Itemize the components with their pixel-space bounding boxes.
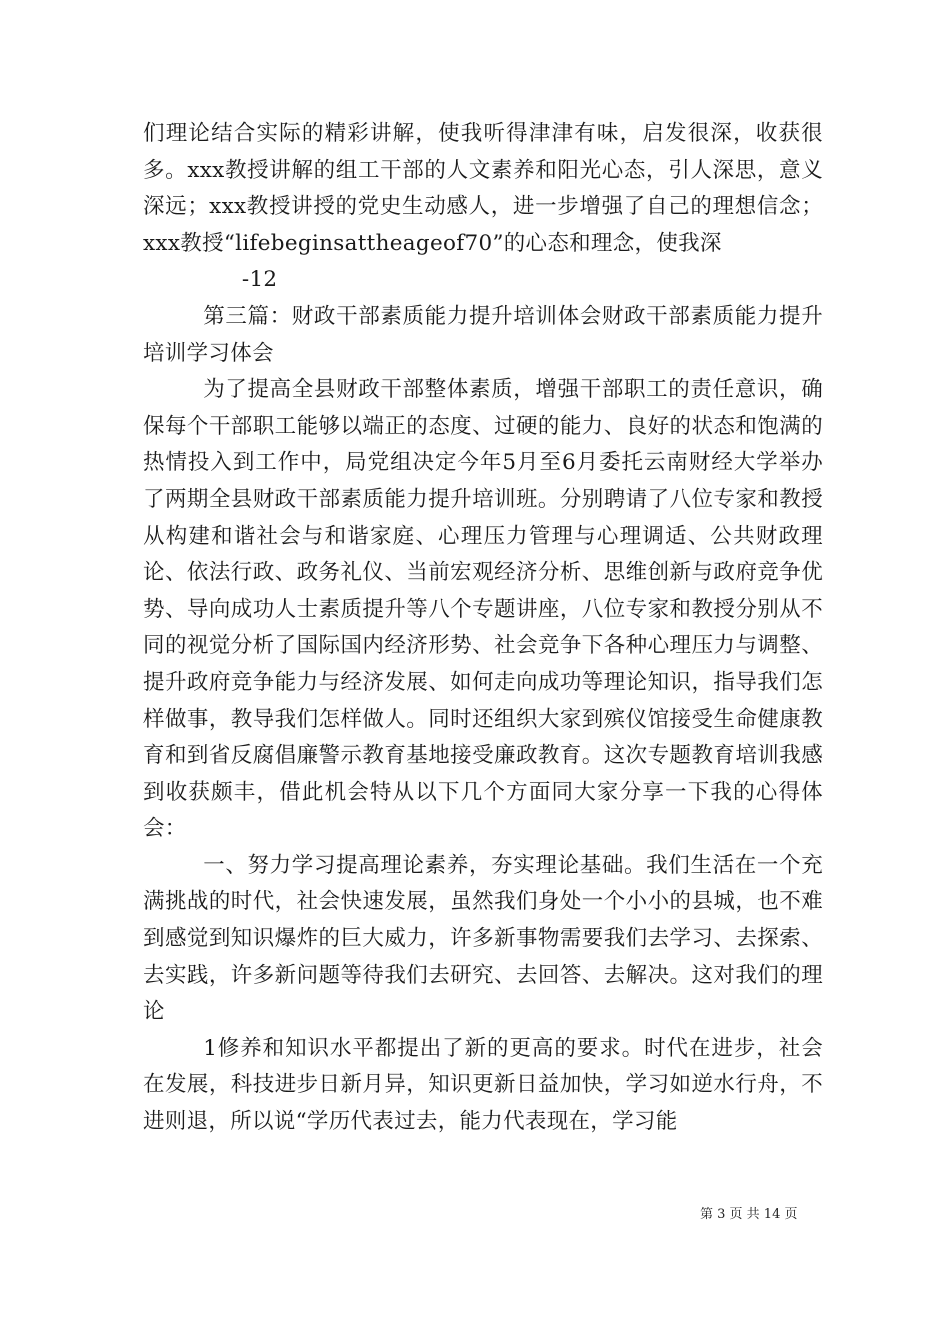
page-number-fragment: -12 (241, 267, 278, 293)
document-body (143, 116, 823, 1141)
section-heading: 第三篇：财政干部素质能力提升培训体会财政干部素质能力提升培训学习体会 (143, 303, 823, 366)
paragraph-intro: 为了提高全县财政干部整体素质，增强干部职工的责任意识，确保每个干部职工能够以端正的态度、过硬的能力、良好的状态和饱满的热情投入到工作中，局党组决定今年5月至6月委托云南财经大学举办了两期全县财政干部素质能力提升培训班。分别聘请了八位专家和教授从构建和谐社会与和谐家庭、心理压力管理与心理调适、公共财政理论、依法行政、政务礼仪、当前宏观经济分析、思维创新与政府竞争优势、导向成功人士素质提升等八个专题讲座，八位专家和教授分别从不同的视觉分析了国际国内经济形势、社会竞争下各种心理压力与调整、提升政府竞争能力与经济发展、如何走向成功等理论知识，指导我们怎样做事，教导我们怎样做人。同时还组织大家到殡仪馆接受生命健康教育和到省反腐倡廉警示教育基地接受廉政教育。这次专题教育培训我感到收获颇丰，借此机会特从以下几个方面同大家分享一下我的心得体会： (143, 377, 823, 842)
paragraph-continued: 们理论结合实际的精彩讲解，使我听得津津有味，启发很深，收获很多。xxx教授讲解的组工干部的人文素养和阳光心态，引人深思，意义深远；xxx教授讲授的党史生动感人，进一步增强了自己的理想信念；xxx教授“lifebeginsattheageof70”的心态和理念，使我深 (143, 121, 823, 256)
paragraph-continued-next: 1修养和知识水平都提出了新的更高的要求。时代在进步，社会在发展，科技进步日新月异，知识更新日益加快，学习如逆水行舟，不进则退，所以说“学历代表过去，能力代表现在，学习能 (143, 1035, 823, 1135)
page-footer: 第 3 页 共 14 页 (700, 1207, 798, 1222)
paragraph-point-one: 一、努力学习提高理论素养，夯实理论基础。我们生活在一个充满挑战的时代，社会快速发展，虽然我们身处一个小小的县城，也不难到感觉到知识爆炸的巨大威力，许多新事物需要我们去学习、去探索、去实践，许多新问题等待我们去研究、去回答、去解决。这对我们的理论 (143, 852, 823, 1025)
